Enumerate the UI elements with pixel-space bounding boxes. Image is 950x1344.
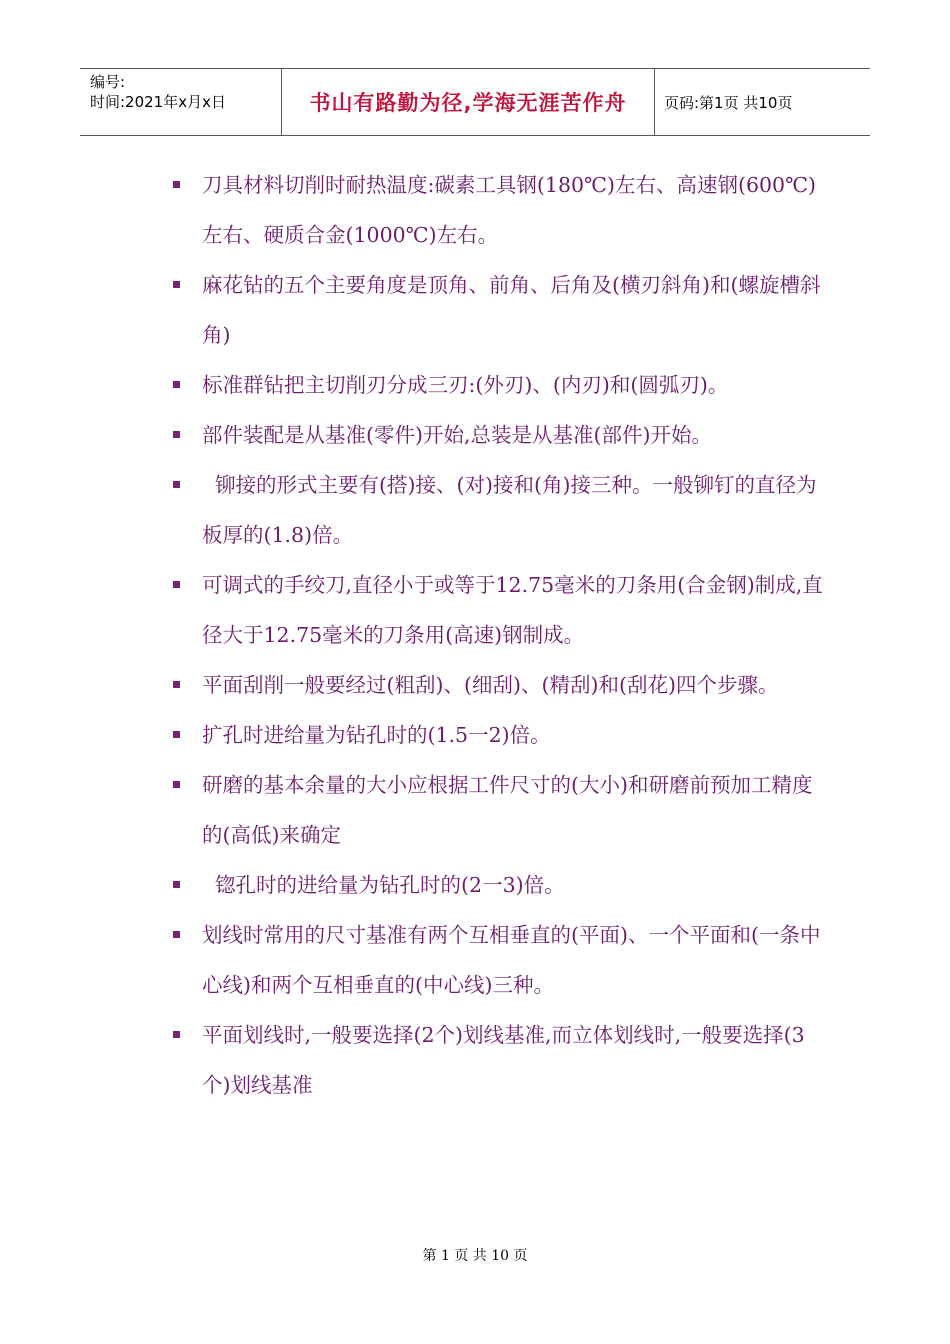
list-item [170,560,830,660]
list-item [170,710,830,760]
list-item-text: 扩孔时进给量为钻孔时的(1.5一2)倍。 [202,723,551,747]
list-item [170,410,830,460]
header-page-cell [655,69,870,135]
document-number-label: 编号: [90,73,126,91]
list-item [170,360,830,410]
square-bullet-icon [173,381,180,388]
header-meta-cell [80,69,282,135]
square-bullet-icon [173,731,180,738]
motto-text: 书山有路勤为径,学海无涯苦作舟 [309,91,627,115]
list-item [170,910,830,1010]
document-time-label: 时间:2021年x月x日 [90,93,226,111]
list-item [170,760,830,860]
list-item-text: 部件装配是从基准(零件)开始,总装是从基准(部件)开始。 [202,423,713,447]
list-item [170,1010,830,1110]
list-item-text: 平面刮削一般要经过(粗刮)、(细刮)、(精刮)和(刮花)四个步骤。 [202,673,779,697]
list-item-text: 刀具材料切削时耐热温度:碳素工具钢(180℃)左右、高速钢(600℃)左右、硬质合金(1000℃)左右。 [202,173,817,247]
list-item-text: 麻花钻的五个主要角度是顶角、前角、后角及(横刃斜角)和(螺旋槽斜角) [202,273,821,347]
square-bullet-icon [173,181,180,188]
square-bullet-icon [173,431,180,438]
list-item-text: 平面划线时,一般要选择(2个)划线基准,而立体划线时,一般要选择(3个)划线基准 [202,1023,805,1097]
header-page-info: 页码:第1页 共10页 [664,93,793,112]
square-bullet-icon [173,581,180,588]
list-item-text: 铆接的形式主要有(搭)接、(对)接和(角)接三种。一般铆钉的直径为板厚的(1.8)倍。 [202,473,817,547]
header-motto-cell [282,69,655,135]
list-item-text: 标准群钻把主切削刃分成三刃:(外刃)、(内刃)和(圆弧刃)。 [202,373,729,397]
list-item-text: 划线时常用的尺寸基准有两个互相垂直的(平面)、一个平面和(一条中心线)和两个互相垂直的(中心线)三种。 [202,923,821,997]
bullet-list [170,160,830,1110]
list-item [170,860,830,910]
list-item [170,160,830,260]
list-item-text: 锪孔时的进给量为钻孔时的(2一3)倍。 [202,873,565,897]
square-bullet-icon [173,1031,180,1038]
list-item [170,660,830,710]
square-bullet-icon [173,681,180,688]
list-item [170,260,830,360]
square-bullet-icon [173,281,180,288]
header-table [80,68,870,136]
square-bullet-icon [173,781,180,788]
list-item-text: 研磨的基本余量的大小应根据工件尺寸的(大小)和研磨前预加工精度的(高低)来确定 [202,773,813,847]
list-item [170,460,830,560]
square-bullet-icon [173,481,180,488]
page-footer: 第 1 页 共 10 页 [422,1248,528,1264]
list-item-text: 可调式的手绞刀,直径小于或等于12.75毫米的刀条用(合金钢)制成,直径大于12.75毫米的刀条用(高速)钢制成。 [202,573,823,647]
square-bullet-icon [173,881,180,888]
square-bullet-icon [173,931,180,938]
